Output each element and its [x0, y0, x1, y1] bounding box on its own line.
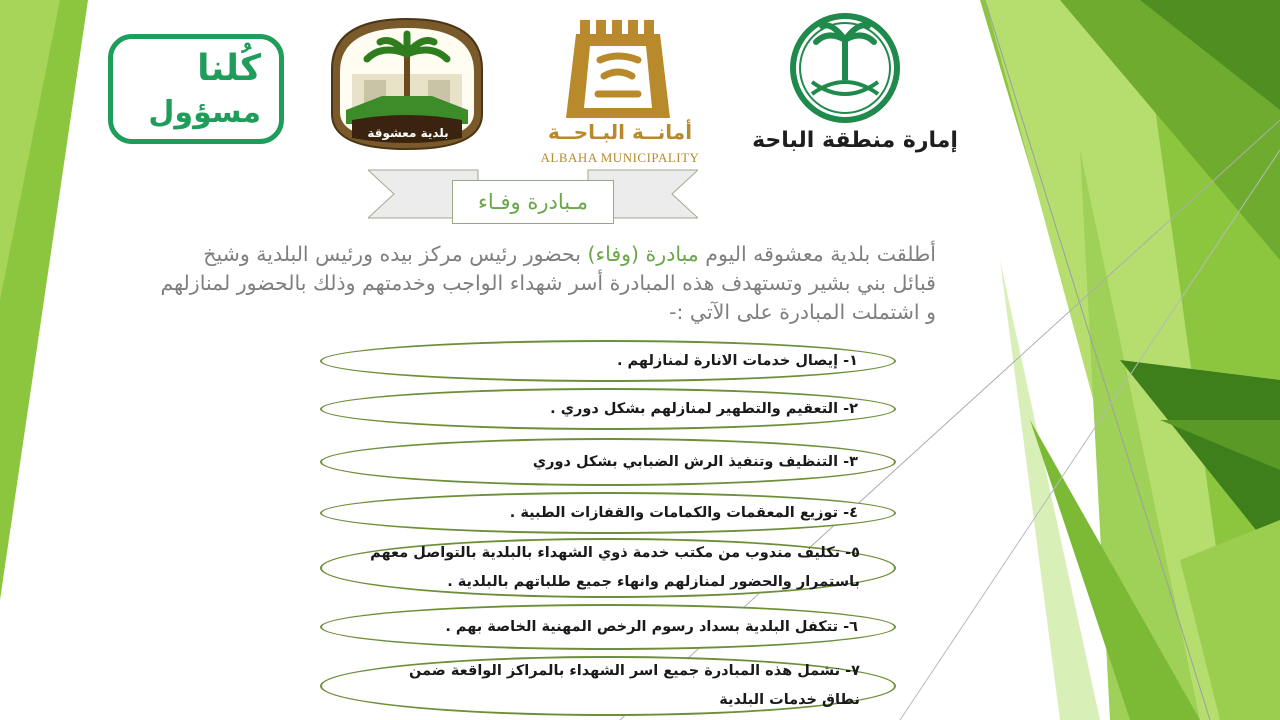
list-item — [320, 438, 896, 486]
list-item — [320, 492, 896, 534]
intro-paragraph — [160, 240, 936, 327]
albaha-arabic-name: أمانــة البـاحــة — [547, 120, 693, 144]
kulna-line2: مسؤول — [148, 95, 261, 130]
kulna-masool-logo — [108, 34, 284, 144]
albaha-english-name: ALBAHA MUNICIPALITY — [540, 150, 700, 165]
saudi-emblem-palm-swords-icon — [750, 10, 960, 160]
list-item — [320, 604, 896, 650]
list-item-text: ٥- تكليف مندوب من مكتب خدمة ذوي الشهداء بالبلدية بالتواصل معهم باستمرار والحضور لمنازلهم وانهاء جميع طلباتهم بالبلدية . — [370, 545, 860, 590]
list-item — [320, 388, 896, 430]
mashouqa-label: بلدية معشوقة — [367, 126, 449, 140]
list-item-text: ١- إيصال خدمات الانارة لمنازلهم . — [616, 352, 858, 369]
albaha-municipality-logo — [520, 12, 720, 165]
mashouqa-municipality-seal — [322, 14, 492, 154]
list-item — [320, 340, 896, 382]
list-item — [320, 538, 896, 598]
intro-text-after: بحضور رئيس مركز بيده ورئيس البلدية وشيخ قبائل بني بشير وتستهدف هذه المبادرة أسر شهداء الواجب وخدمتهم وذلك بالحضور لمنازلهم و اشتملت المبادرة على الآتي :- — [160, 242, 936, 324]
list-item-text: ٧- تشمل هذه المبادرة جميع اسر الشهداء بالمراكز الواقعة ضمن نطاق خدمات البلدية — [409, 663, 860, 708]
intro-text-before: أطلقت بلدية معشوقه اليوم — [698, 242, 936, 266]
list-item-text: ٦- تتكفل البلدية بسداد رسوم الرخص المهنية الخاصة بهم . — [445, 618, 858, 635]
emirate-label: إمارة منطقة الباحة — [752, 128, 958, 153]
kulna-line1: كُلنا — [197, 48, 261, 89]
list-item-text: ٢- التعقيم والتطهير لمنازلهم بشكل دوري . — [550, 400, 858, 417]
list-item-text: ٣- التنظيف وتنفيذ الرش الضبابي بشكل دوري — [532, 453, 858, 470]
page-title: مـبادرة وفـاء — [452, 180, 614, 224]
list-item-text: ٤- توزيع المعقمات والكمامات والقفازات الطبية . — [509, 504, 858, 521]
initiative-name: مبادرة (وفاء) — [587, 242, 699, 266]
list-item — [320, 656, 896, 716]
